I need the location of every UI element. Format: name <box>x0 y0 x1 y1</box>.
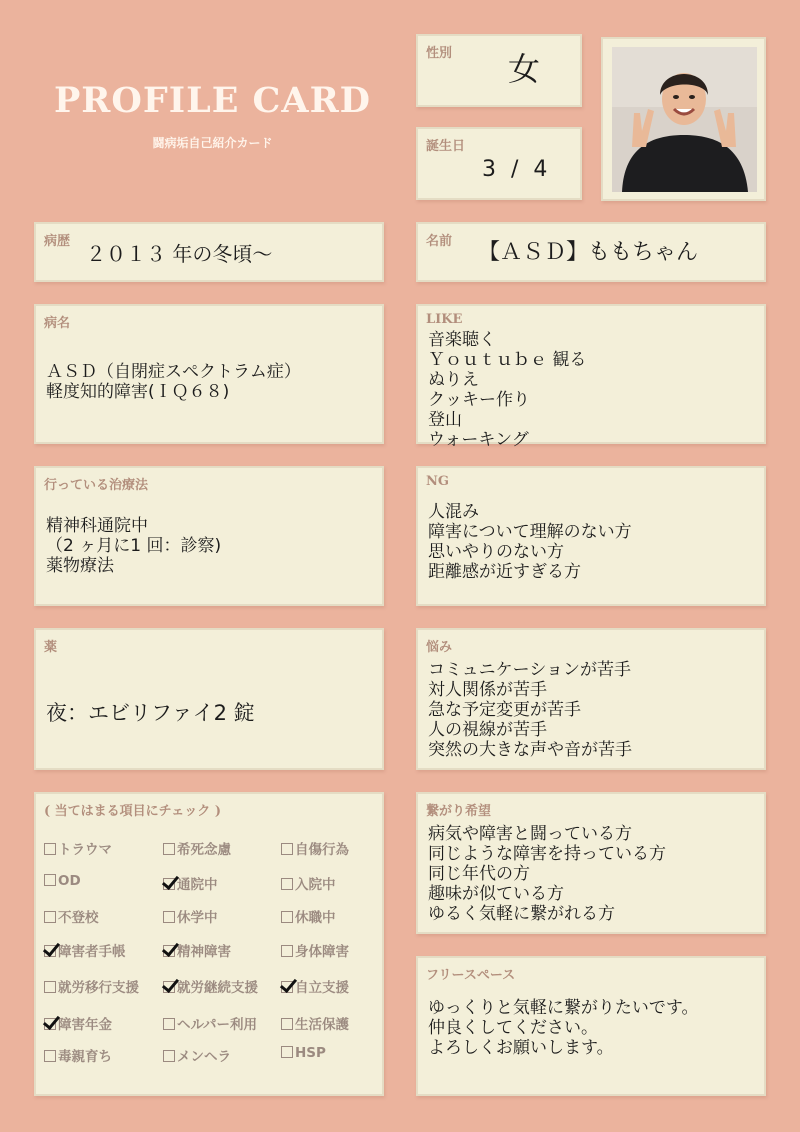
checklist-item-label: 休職中 <box>295 910 336 926</box>
checklist-item[interactable] <box>44 1013 112 1033</box>
history-value: ２０１３ 年の冬頃〜 <box>86 242 273 266</box>
checklist-item-label: OD <box>58 873 81 889</box>
checkbox-empty-icon[interactable] <box>281 1018 293 1030</box>
checklist-item-label: 生活保護 <box>295 1017 349 1033</box>
checklist-item[interactable] <box>281 873 336 893</box>
checklist-label: ( 当てはまる項目にチェック ) <box>44 804 221 819</box>
checkbox-empty-icon[interactable] <box>163 911 175 923</box>
birthday-value: 3 / 4 <box>482 157 552 182</box>
ng-value: 人混み 障害について理解のない方 思いやりのない方 距離感が近すぎる方 <box>428 502 632 582</box>
checklist-item[interactable] <box>163 940 231 960</box>
history-label: 病歴 <box>44 234 71 249</box>
profile-photo-frame <box>601 37 766 201</box>
connect-card <box>416 792 766 934</box>
checklist-item-label: 精神障害 <box>177 944 231 960</box>
connect-label: 繋がり希望 <box>426 804 492 819</box>
checklist-item[interactable] <box>281 1045 326 1061</box>
checklist-item-label: 自傷行為 <box>295 842 349 858</box>
checklist-item-label: 通院中 <box>177 877 218 893</box>
checklist-item[interactable] <box>163 976 258 996</box>
checklist-item-label: 身体障害 <box>295 944 349 960</box>
checkbox-empty-icon[interactable] <box>281 1046 293 1058</box>
checklist-item[interactable] <box>44 838 112 858</box>
gender-label: 性別 <box>426 46 453 61</box>
profile-photo <box>612 47 757 192</box>
checklist-item[interactable] <box>44 940 126 960</box>
page-subtitle: 闘病垢自己紹介カード <box>152 136 273 150</box>
connect-value: 病気や障害と闘っている方 同じような障害を持っている方 同じ年代の方 趣味が似ている方 ゆるく気軽に繋がれる方 <box>428 824 666 924</box>
checklist-item-label: 希死念慮 <box>177 842 231 858</box>
checklist-item-label: 入院中 <box>295 877 336 893</box>
checkbox-empty-icon[interactable] <box>163 1050 175 1062</box>
checklist-item-label: トラウマ <box>58 842 112 858</box>
checklist-item-label: 就労継続支援 <box>177 980 258 996</box>
diagnosis-label: 病名 <box>44 316 71 331</box>
checklist-item-label: ヘルパー利用 <box>177 1017 258 1033</box>
diagnosis-card <box>34 304 384 444</box>
like-label: LIKE <box>426 312 463 327</box>
free-space-card <box>416 956 766 1096</box>
checklist-item[interactable] <box>281 906 336 926</box>
treatment-value: 精神科通院中 （2 ヶ月に1 回：診察) 薬物療法 <box>46 516 222 576</box>
worries-label: 悩み <box>426 640 453 655</box>
checkbox-empty-icon[interactable] <box>44 911 56 923</box>
checklist-item-label: メンヘラ <box>177 1049 231 1065</box>
name-value: 【ＡＳＤ】ももちゃん <box>478 240 699 265</box>
checklist-item[interactable] <box>44 1045 112 1065</box>
checklist-item[interactable] <box>44 873 81 889</box>
checklist-item-label: 不登校 <box>58 910 99 926</box>
medicine-card <box>34 628 384 770</box>
gender-card <box>416 34 582 107</box>
checklist-item[interactable] <box>163 838 231 858</box>
checklist-item[interactable] <box>163 1013 257 1033</box>
checklist-item[interactable] <box>281 940 349 960</box>
checklist-item-label: 自立支援 <box>295 980 349 996</box>
checkbox-empty-icon[interactable] <box>44 843 56 855</box>
like-value: 音楽聴く Ｙｏｕｔｕｂｅ 観る ぬりえ クッキー作り 登山 ウォーキング <box>428 330 587 450</box>
checklist-item[interactable] <box>163 1045 231 1065</box>
checklist-item-label: HSP <box>295 1045 326 1061</box>
checklist-card <box>34 792 384 1096</box>
checkbox-empty-icon[interactable] <box>281 878 293 890</box>
checklist-item[interactable] <box>163 906 218 926</box>
checkbox-checked-icon[interactable] <box>44 1018 56 1030</box>
checkbox-empty-icon[interactable] <box>44 1050 56 1062</box>
free-space-label: フリースペース <box>426 968 516 983</box>
medicine-label: 薬 <box>44 640 58 655</box>
checkbox-empty-icon[interactable] <box>163 843 175 855</box>
checklist-item[interactable] <box>281 976 349 996</box>
ng-card <box>416 466 766 606</box>
page-title: PROFILE CARD <box>53 80 372 121</box>
treatment-label: 行っている治療法 <box>44 478 149 493</box>
checklist-item-label: 障害者手帳 <box>58 944 126 960</box>
checkbox-empty-icon[interactable] <box>281 843 293 855</box>
birthday-label: 誕生日 <box>426 139 466 154</box>
checklist-item-label: 就労移行支援 <box>58 980 139 996</box>
checklist-item[interactable] <box>281 838 349 858</box>
checkbox-checked-icon[interactable] <box>163 878 175 890</box>
name-card <box>416 222 766 282</box>
checklist-item-label: 障害年金 <box>58 1017 112 1033</box>
checkbox-empty-icon[interactable] <box>44 874 56 886</box>
like-card <box>416 304 766 450</box>
birthday-card <box>416 127 582 200</box>
checklist-item-label: 毒親育ち <box>58 1049 112 1065</box>
checkbox-checked-icon[interactable] <box>44 945 56 957</box>
checkbox-empty-icon[interactable] <box>281 945 293 957</box>
checkbox-checked-icon[interactable] <box>163 945 175 957</box>
worries-value: コミュニケーションが苦手 対人関係が苦手 急な予定変更が苦手 人の視線が苦手 突然の大きな声や音が苦手 <box>428 660 632 760</box>
checkbox-empty-icon[interactable] <box>281 911 293 923</box>
checklist-item[interactable] <box>281 1013 349 1033</box>
checkbox-empty-icon[interactable] <box>44 981 56 993</box>
worries-card <box>416 628 766 770</box>
treatment-card <box>34 466 384 606</box>
checkbox-empty-icon[interactable] <box>163 1018 175 1030</box>
checklist-item[interactable] <box>163 873 218 893</box>
checkbox-checked-icon[interactable] <box>281 981 293 993</box>
checklist-item[interactable] <box>44 906 99 926</box>
medicine-value: 夜：エビリファイ2 錠 <box>46 701 255 725</box>
ng-label: NG <box>426 474 449 489</box>
diagnosis-value: ＡＳＤ（自閉症スペクトラム症） 軽度知的障害(ＩＱ６８) <box>46 362 301 402</box>
name-label: 名前 <box>426 234 453 249</box>
gender-value: 女 <box>507 50 540 88</box>
free-space-value: ゆっくりと気軽に繋がりたいです。 仲良くしてください。 よろしくお願いします。 <box>428 998 699 1058</box>
checklist-item-label: 休学中 <box>177 910 218 926</box>
history-card <box>34 222 384 282</box>
checkbox-checked-icon[interactable] <box>163 981 175 993</box>
checklist-item[interactable] <box>44 976 139 996</box>
